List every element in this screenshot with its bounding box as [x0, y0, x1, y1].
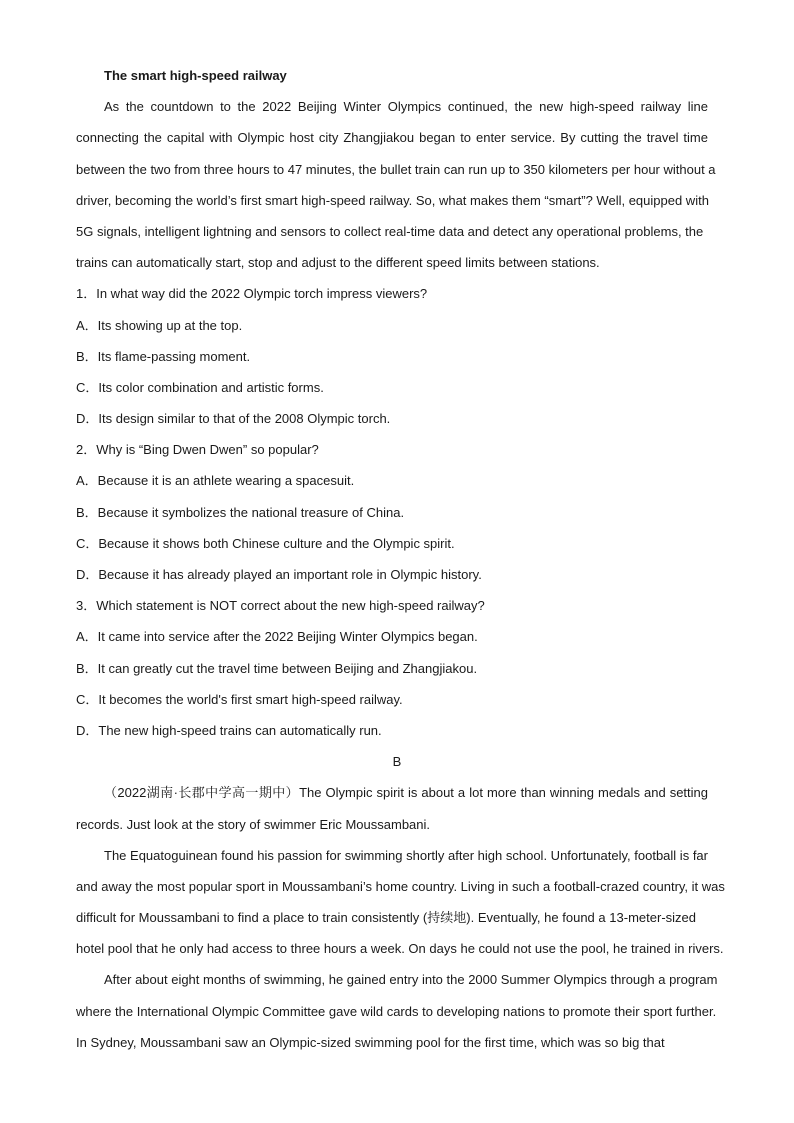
answer-option: B．It can greatly cut the travel time between Beijing and Zhangjiakou. — [76, 660, 478, 676]
answer-option: C．Its color combination and artistic forms. — [76, 379, 324, 395]
section-b-paragraph-2 — [76, 840, 725, 965]
paragraph-line: difficult for Moussambani to find a place to train consistently (持续地). Eventually, he found a 13-meter-sized — [76, 910, 696, 926]
answer-option: B．Its flame-passing moment. — [76, 348, 251, 364]
paragraph-line: and away the most popular sport in Moussambani’s home country. Living in such a football-crazed country, it was — [76, 878, 725, 894]
paragraph-line: （2022湖南·长郡中学高一期中）The Olympic spirit is about a lot more than winning medals and setting — [104, 785, 708, 801]
paragraph-line: In Sydney, Moussambani saw an Olympic-sized swimming pool for the first time, which was so big that — [76, 1034, 665, 1050]
question-1 — [76, 278, 718, 434]
section-heading: B — [392, 754, 402, 770]
paragraph-line: between the two from three hours to 47 minutes, the bullet train can run up to 350 kilometers per hour without a — [76, 161, 716, 177]
paragraph-line: The Equatoguinean found his passion for swimming shortly after high school. Unfortunately, football is far — [104, 847, 708, 863]
answer-option: A．Its showing up at the top. — [76, 317, 243, 333]
question-stem: 1．In what way did the 2022 Olympic torch impress viewers? — [76, 286, 428, 302]
paragraph-line: hotel pool that he only had access to three hours a week. On days he could not use the pool, he trained in rivers. — [76, 941, 724, 957]
section-b-paragraph-3 — [76, 964, 718, 1058]
paragraph-line: 5G signals, intelligent lightning and sensors to collect real-time data and detect any operational problems, the — [76, 223, 704, 239]
question-stem: 3．Which statement is NOT correct about the new high-speed railway? — [76, 598, 485, 614]
question-stem: 2．Why is “Bing Dwen Dwen” so popular? — [76, 442, 319, 458]
answer-option: C．It becomes the world's first smart high-speed railway. — [76, 691, 403, 707]
paragraph-line: driver, becoming the world’s first smart high-speed railway. So, what makes them “smart”? Well, equipped with — [76, 192, 709, 208]
passage-a-paragraph — [76, 91, 718, 278]
question-3 — [76, 590, 718, 746]
answer-option: D．The new high-speed trains can automatically run. — [76, 722, 382, 738]
paragraph-line: As the countdown to the 2022 Beijing Winter Olympics continued, the new high-speed railway line — [104, 99, 708, 115]
answer-option: A．Because it is an athlete wearing a spacesuit. — [76, 473, 355, 489]
paragraph-line: After about eight months of swimming, he gained entry into the 2000 Summer Olympics through a program — [104, 972, 718, 988]
section-b-paragraph-1 — [76, 777, 718, 839]
document-page — [76, 60, 725, 1058]
answer-option: D．Its design similar to that of the 2008 Olympic torch. — [76, 411, 391, 427]
answer-option: D．Because it has already played an important role in Olympic history. — [76, 567, 482, 582]
answer-option: C．Because it shows both Chinese culture and the Olympic spirit. — [76, 535, 455, 551]
paragraph-line: connecting the capital with Olympic host city Zhangjiakou began to enter service. By cutting the travel time — [76, 130, 708, 146]
paragraph-line: trains can automatically start, stop and adjust to the different speed limits between stations. — [76, 255, 600, 271]
question-2 — [76, 434, 718, 590]
paragraph-line: records. Just look at the story of swimmer Eric Moussambani. — [76, 816, 431, 832]
paragraph-line: where the International Olympic Committee gave wild cards to developing nations to promote their sport further. — [76, 1003, 717, 1019]
passage-title: The smart high-speed railway — [104, 68, 287, 83]
answer-option: A．It came into service after the 2022 Beijing Winter Olympics began. — [76, 629, 478, 645]
answer-option: B．Because it symbolizes the national treasure of China. — [76, 504, 405, 520]
